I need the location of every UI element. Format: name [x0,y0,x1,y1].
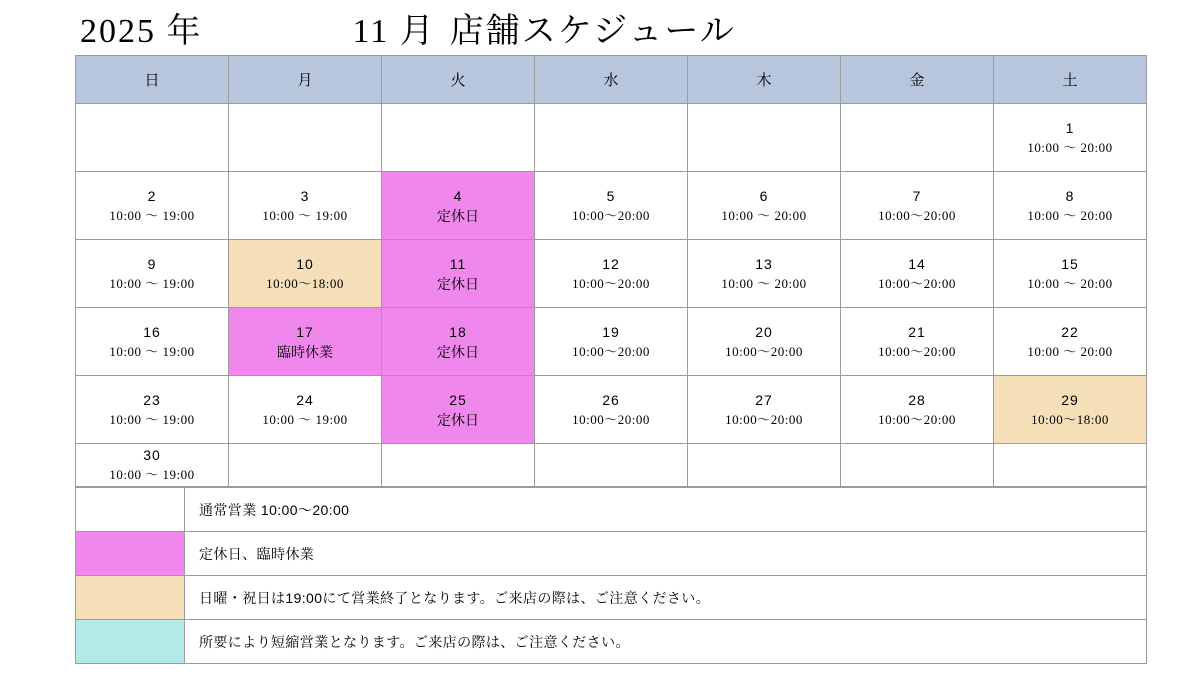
day-number: 17 [296,323,314,340]
day-hours: 10:00～20:00 [878,275,956,291]
legend-color-swatch [76,488,185,532]
calendar-day-cell[interactable] [688,240,841,308]
day-hours: 10:00 ～ 19:00 [109,275,195,291]
calendar-day-cell[interactable] [535,104,688,172]
day-hours: 10:00 ～ 20:00 [1027,207,1113,223]
day-hours: 10:00～20:00 [572,411,650,427]
calendar-day-cell[interactable] [229,240,382,308]
day-number: 1 [1065,119,1075,136]
calendar-week-row [76,444,1147,487]
day-number: 27 [755,391,773,408]
weekday-header-tue: 火 [382,56,535,104]
calendar-day-cell[interactable] [76,444,229,487]
legend-color-swatch [76,532,185,576]
legend-row [76,620,1147,664]
calendar-week-row [76,376,1147,444]
calendar-day-cell[interactable] [535,308,688,376]
weekday-header-sun: 日 [76,56,229,104]
calendar-day-cell[interactable] [76,104,229,172]
day-hours: 10:00 ～ 19:00 [262,207,348,223]
calendar-day-cell[interactable] [841,104,994,172]
calendar-table [75,55,1147,487]
day-number: 21 [908,323,926,340]
calendar-day-cell[interactable] [382,308,535,376]
calendar-day-cell[interactable] [229,444,382,487]
day-hours: 10:00 ～ 19:00 [109,343,195,359]
calendar-day-cell[interactable] [382,240,535,308]
day-number: 6 [759,187,769,204]
day-number: 28 [908,391,926,408]
legend-color-swatch [76,576,185,620]
day-hours: 10:00 ～ 19:00 [262,411,348,427]
day-number: 9 [147,255,157,272]
day-hours: 10:00～20:00 [572,207,650,223]
calendar-day-cell[interactable] [994,444,1147,487]
day-number: 8 [1065,187,1075,204]
day-number: 24 [296,391,314,408]
day-hours: 10:00～20:00 [725,343,803,359]
calendar-day-cell[interactable] [229,308,382,376]
calendar-week-row [76,104,1147,172]
day-number: 29 [1061,391,1079,408]
calendar-day-cell[interactable] [76,172,229,240]
day-note: 定休日 [437,343,479,360]
day-number: 5 [606,187,616,204]
weekday-header-wed: 水 [535,56,688,104]
calendar-day-cell[interactable] [382,104,535,172]
calendar-week-row [76,308,1147,376]
calendar-day-cell[interactable] [688,444,841,487]
calendar-day-cell[interactable] [382,172,535,240]
legend-body [76,488,1147,664]
weekday-header-fri: 金 [841,56,994,104]
day-number: 19 [602,323,620,340]
calendar-week-row [76,240,1147,308]
title-month: 11 月 [352,12,436,50]
day-number: 4 [453,187,463,204]
calendar-day-cell[interactable] [535,240,688,308]
page-title [80,2,1120,52]
legend-row [76,488,1147,532]
weekday-header-mon: 月 [229,56,382,104]
weekday-header-sat: 土 [994,56,1147,104]
day-number: 20 [755,323,773,340]
calendar-day-cell[interactable] [841,376,994,444]
calendar-day-cell[interactable] [994,308,1147,376]
day-number: 30 [143,447,161,463]
day-number: 15 [1061,255,1079,272]
day-hours: 10:00～18:00 [266,275,344,291]
day-number: 7 [912,187,922,204]
day-number: 14 [908,255,926,272]
day-hours: 10:00～20:00 [572,343,650,359]
legend-table [75,487,1147,664]
day-hours: 10:00～20:00 [878,207,956,223]
title-year: 2025 年 [80,12,203,50]
day-hours: 10:00 ～ 20:00 [721,275,807,291]
day-number: 22 [1061,323,1079,340]
day-number: 2 [147,187,157,204]
day-number: 13 [755,255,773,272]
calendar-day-cell[interactable] [382,376,535,444]
day-number: 23 [143,391,161,408]
legend-row [76,532,1147,576]
legend-description: 定休日、臨時休業 [185,532,1147,576]
calendar-day-cell[interactable] [535,172,688,240]
title-name: 店舗スケジュール [449,12,736,50]
calendar-day-cell[interactable] [994,172,1147,240]
calendar-day-cell[interactable] [841,240,994,308]
day-hours: 10:00 ～ 20:00 [1027,139,1113,155]
legend-color-swatch [76,620,185,664]
legend-description: 所要により短縮営業となります。ご来店の際は、ご注意ください。 [185,620,1147,664]
day-hours: 10:00 ～ 20:00 [721,207,807,223]
calendar-day-cell[interactable] [229,172,382,240]
calendar-day-cell[interactable] [76,308,229,376]
day-number: 12 [602,255,620,272]
weekday-header-thu: 木 [688,56,841,104]
day-number: 25 [449,391,467,408]
day-number: 16 [143,323,161,340]
calendar-day-cell[interactable] [229,104,382,172]
day-hours: 10:00 ～ 20:00 [1027,343,1113,359]
day-number: 10 [296,255,314,272]
day-note: 定休日 [437,275,479,292]
day-hours: 10:00 ～ 20:00 [1027,275,1113,291]
calendar-day-cell[interactable] [841,308,994,376]
calendar-day-cell[interactable] [688,376,841,444]
calendar-day-cell[interactable] [841,444,994,487]
legend-description: 通常営業 10:00～20:00 [185,488,1147,532]
day-hours: 10:00～20:00 [572,275,650,291]
calendar-day-cell[interactable] [994,104,1147,172]
calendar-day-cell[interactable] [841,172,994,240]
day-number: 26 [602,391,620,408]
day-note: 定休日 [437,411,479,428]
calendar-week-row [76,172,1147,240]
day-note: 臨時休業 [277,343,333,360]
calendar-day-cell[interactable] [994,240,1147,308]
day-hours: 10:00～20:00 [878,343,956,359]
calendar-day-cell[interactable] [382,444,535,487]
calendar-day-cell[interactable] [688,308,841,376]
day-number: 3 [300,187,310,204]
calendar-day-cell[interactable] [229,376,382,444]
day-hours: 10:00～20:00 [878,411,956,427]
weekday-header-row [76,56,1147,104]
day-note: 定休日 [437,207,479,224]
legend-row [76,576,1147,620]
day-hours: 10:00 ～ 19:00 [109,467,195,482]
day-hours: 10:00～20:00 [725,411,803,427]
calendar-day-cell[interactable] [688,172,841,240]
day-number: 11 [449,255,467,272]
calendar-day-cell[interactable] [535,376,688,444]
calendar-day-cell[interactable] [76,240,229,308]
calendar-day-cell[interactable] [535,444,688,487]
day-number: 18 [449,323,467,340]
day-hours: 10:00 ～ 19:00 [109,411,195,427]
legend-description: 日曜・祝日は19:00にて営業終了となります。ご来店の際は、ご注意ください。 [185,576,1147,620]
calendar-body [76,104,1147,487]
day-hours: 10:00～18:00 [1031,411,1109,427]
calendar-day-cell[interactable] [76,376,229,444]
day-hours: 10:00 ～ 19:00 [109,207,195,223]
calendar-day-cell[interactable] [994,376,1147,444]
calendar-day-cell[interactable] [688,104,841,172]
